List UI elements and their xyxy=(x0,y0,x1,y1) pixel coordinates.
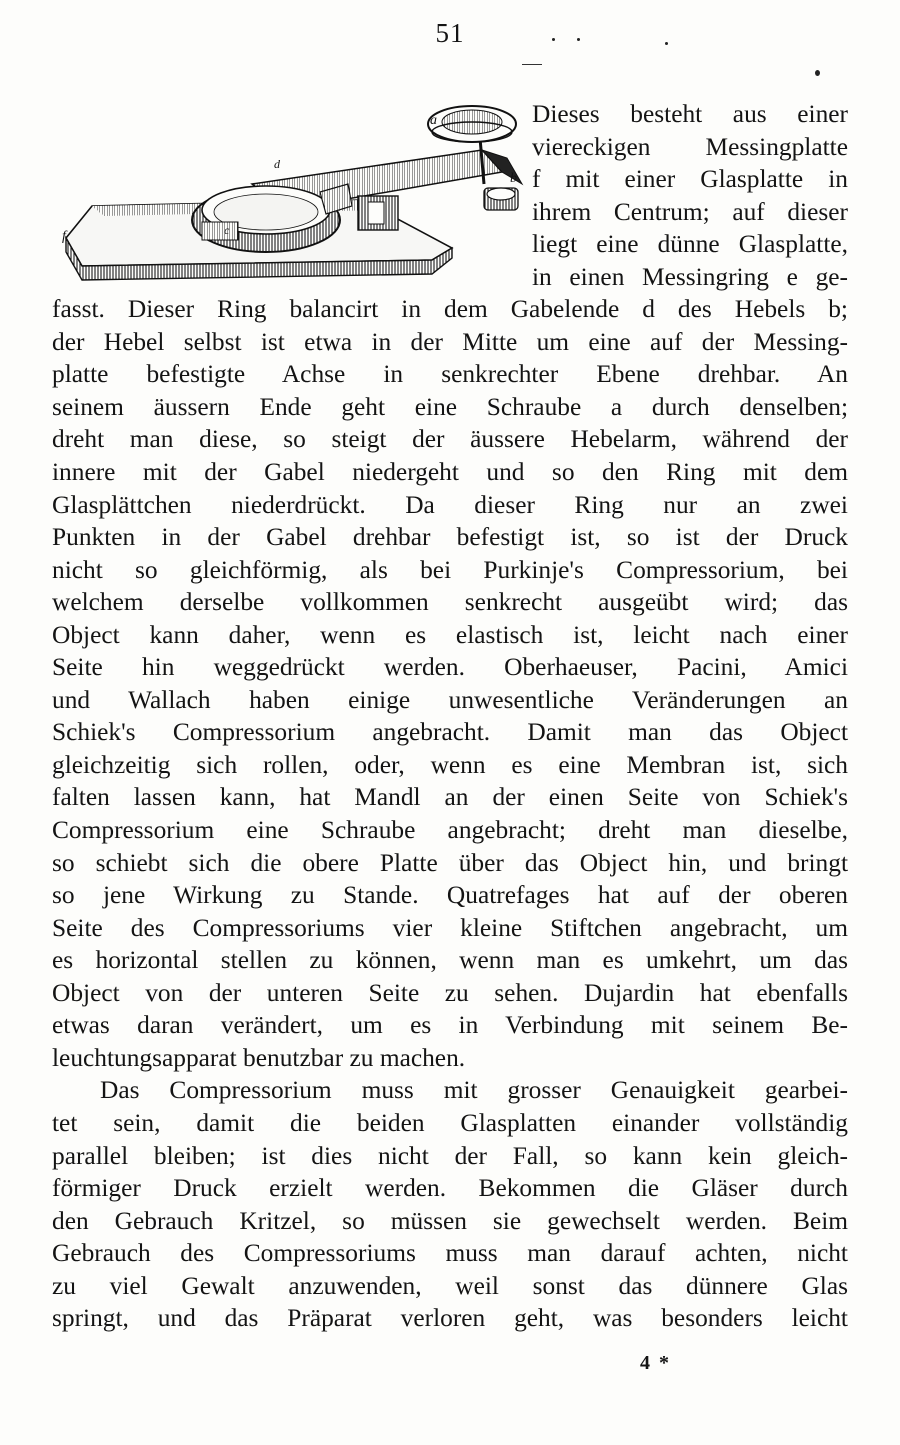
text-line: Seite des Compressoriums vier kleine Stiftchen angebracht, um xyxy=(52,913,848,942)
text-line: den Gebrauch Kritzel, so müssen sie gewechselt werden. Beim xyxy=(52,1206,848,1235)
print-speck xyxy=(665,42,668,45)
print-speck xyxy=(552,38,555,41)
text-line: liegt eine dünne Glasplatte, xyxy=(532,230,848,259)
text-line: f mit einer Glasplatte in xyxy=(532,165,848,194)
text-line: welchem derselbe vollkommen senkrecht ausgeübt wird; das xyxy=(52,588,848,617)
header-rule xyxy=(522,64,542,65)
svg-text:f: f xyxy=(62,229,66,244)
page-text xyxy=(52,98,848,1335)
text-line: tet sein, damit die beiden Glasplatten einander vollständig xyxy=(52,1108,848,1137)
text-line: Glasplättchen niederdrückt. Da dieser Ring nur an zwei xyxy=(52,490,848,519)
print-speck xyxy=(815,70,820,76)
text-line: so jene Wirkung zu Stande. Quatrefages hat auf der oberen xyxy=(52,881,848,910)
text-line: Das Compressorium muss mit grosser Genauigkeit gearbei- xyxy=(100,1076,848,1105)
text-line: springt, und das Präparat verloren geht, was besonders leicht xyxy=(52,1304,848,1333)
text-line: so schiebt sich die obere Platte über das Object hin, und bringt xyxy=(52,848,848,877)
text-line: nicht so gleichförmig, als bei Purkinje's Compressorium, bei xyxy=(52,555,848,584)
svg-text:b: b xyxy=(510,171,517,186)
text-line: Schiek's Compressorium angebracht. Damit man das Object xyxy=(52,718,848,747)
text-line: parallel bleiben; ist dies nicht der Fall, so kann kein gleich- xyxy=(52,1141,848,1170)
text-line: dreht man diese, so steigt der äussere Hebelarm, während der xyxy=(52,425,848,454)
text-line: es horizontal stellen zu können, wenn man es umkehrt, um das xyxy=(52,946,848,975)
text-line: innere mit der Gabel niedergeht und so den Ring mit dem xyxy=(52,458,848,487)
text-line: falten lassen kann, hat Mandl an der einen Seite von Schiek's xyxy=(52,783,848,812)
text-line: platte befestigte Achse in senkrechter Ebene drehbar. An xyxy=(52,360,848,389)
text-line: förmiger Druck erzielt werden. Bekommen die Gläser durch xyxy=(52,1174,848,1203)
text-line: Compressorium eine Schraube angebracht; dreht man dieselbe, xyxy=(52,816,848,845)
text-line: Object kann daher, wenn es elastisch ist, leicht nach einer xyxy=(52,620,848,649)
svg-text:a: a xyxy=(430,113,437,128)
text-line: in einen Messingring e ge- xyxy=(532,262,848,291)
text-line: viereckigen Messingplatte xyxy=(532,132,848,161)
text-line: seinem äussern Ende geht eine Schraube a durch denselben; xyxy=(52,392,848,421)
text-line: und Wallach haben einige unwesentliche Veränderungen an xyxy=(52,685,848,714)
text-line: Dieses besteht aus einer xyxy=(532,100,848,128)
text-line: zu viel Gewalt anzuwenden, weil sonst das dünnere Glas xyxy=(52,1271,848,1300)
page-number: 51 xyxy=(435,18,465,48)
text-line: Seite hin weggedrückt werden. Oberhaeuser, Pacini, Amici xyxy=(52,653,848,682)
svg-text:c: c xyxy=(224,223,230,237)
text-line: Punkten in der Gabel drehbar befestigt ist, so ist der Druck xyxy=(52,523,848,552)
svg-text:d: d xyxy=(274,157,280,171)
text-line: Gebrauch des Compressoriums muss man darauf achten, nicht xyxy=(52,1239,848,1268)
text-line: ihrem Centrum; auf dieser xyxy=(532,197,848,226)
signature-mark: 4 * xyxy=(640,1352,671,1374)
text-line: Object von der unteren Seite zu sehen. Dujardin hat ebenfalls xyxy=(52,978,848,1007)
text-line: etwas daran verändert, um es in Verbindung mit seinem Be- xyxy=(52,1011,848,1040)
text-line: gleichzeitig sich rollen, oder, wenn es eine Membran ist, sich xyxy=(52,750,848,779)
text-line: fasst. Dieser Ring balancirt in dem Gabelende d des Hebels b; xyxy=(52,295,848,324)
text-line: der Hebel selbst ist etwa in der Mitte um eine auf der Messing- xyxy=(52,327,848,356)
print-speck xyxy=(577,38,580,41)
text-line: leuchtungsapparat benutzbar zu machen. xyxy=(52,1043,466,1072)
